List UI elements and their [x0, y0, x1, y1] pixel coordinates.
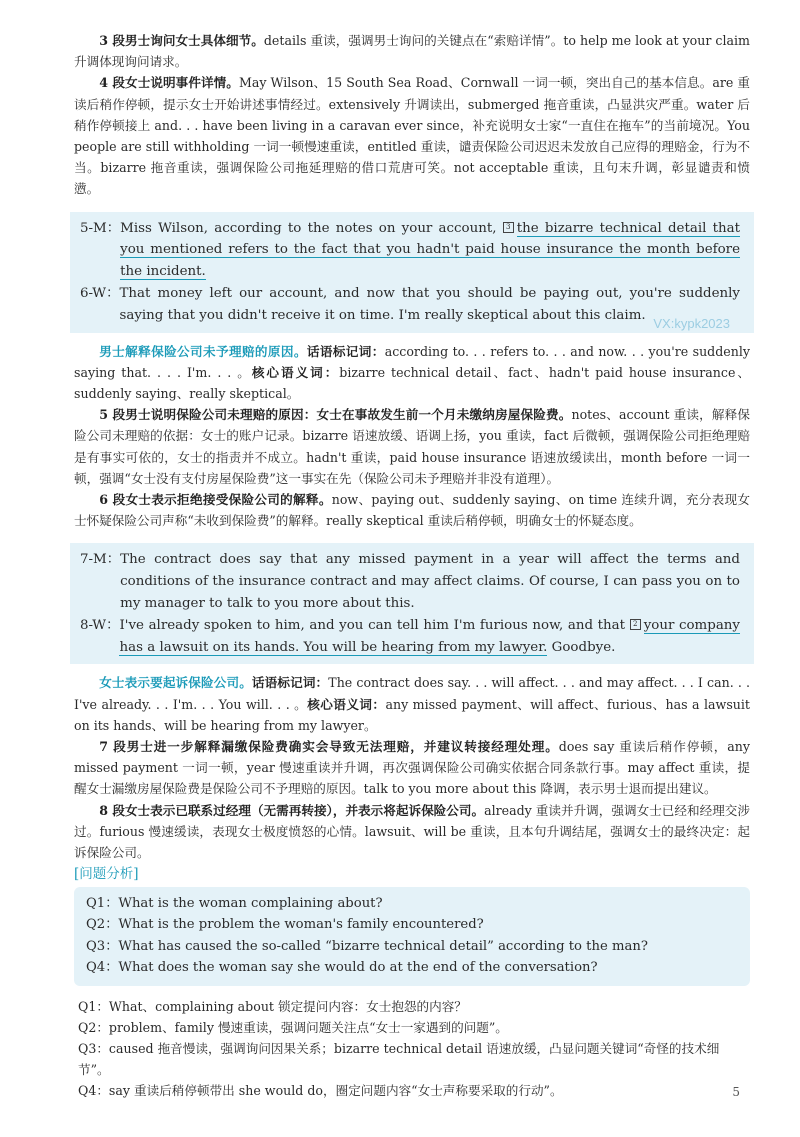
paragraph-head: 3 段男士询问女士具体细节。: [99, 33, 264, 48]
paragraph-5: [74, 404, 750, 489]
question-1: Q1：What is the woman complaining about?: [86, 896, 383, 912]
analysis-2: [74, 672, 750, 736]
page-number: 5: [732, 1085, 740, 1099]
core-words: any missed payment、will affect、furious、has a lawsuit on its hands、will be hearing from my lawyer。: [74, 696, 750, 733]
paragraph-body: already 重读并升调，强调女士已经和经理交涉过。furious 慢速缓读，表现女士极度愤怒的心情。lawsuit、will be 重读，且本句升调结尾，强调女士的最终决定：起诉保险公司。: [74, 802, 750, 861]
dialogue-text: Goodbye.: [547, 639, 616, 655]
paragraph-head: 5 段男士说明保险公司未理赔的原因：女士在事故发生前一个月未缴纳房屋保险费。: [99, 407, 572, 423]
paragraph-4: [74, 72, 750, 199]
paragraph-head: 4 段女士说明事件详情。: [99, 75, 239, 91]
paragraph-6: [74, 489, 750, 531]
marker-label: 话语标记词：: [251, 675, 329, 691]
page-content: [74, 30, 750, 1101]
paragraph-8: [74, 800, 750, 864]
paragraph-body: details 重读，强调男士询问的关键点在“索赔详情”。to help me look at your claim 升调体现询问请求。: [74, 33, 750, 70]
question-marker: 2: [630, 619, 641, 630]
paragraph-body: does say 重读后稍作停顿，any missed payment 一词一顿，year 慢速重读并升调，再次强调保险公司确实依据合同条款行事。may affect 重读，提醒女士漏缴房屋保险费是保险公司不予理赔的原因。talk to you more about this 降调，表示男士退而提出建议。: [74, 739, 750, 797]
dialogue-text: The contract does say that any missed payment in a year will affect the terms and conditions of the insurance contract and may affect claims. Of course, I can pass you on to my manager to talk to you more about this.: [120, 552, 740, 612]
dialogue-line-8: [80, 615, 740, 659]
question-analysis-heading: [问题分析]: [74, 866, 139, 883]
dialogue-text: Miss Wilson, according to the notes on your account,: [120, 220, 503, 236]
answer-2: Q2：problem、family 慢速重读，强调问题关注点“女士一家遇到的问题”。: [78, 1020, 508, 1036]
dialogue-line-7: [80, 549, 740, 614]
core-words: bizarre technical detail、fact、hadn't paid house insurance、suddenly saying、really skeptical。: [74, 364, 750, 402]
dialogue-line-6: [80, 283, 740, 327]
core-label: 核心语义词：: [307, 696, 386, 712]
marker-words: according to. . . refers to. . . and now. . . you're suddenly saying that. . . . I'm. . . 。: [74, 343, 751, 380]
dialogue-text: That money left our account, and now that you should be paying out, you're suddenly saying that you didn't receive it on time. I'm really skeptical about this claim.: [119, 286, 740, 323]
analysis-head: 男士解释保险公司未予理赔的原因。: [99, 343, 307, 359]
answer-3: Q3：caused 拖音慢读，强调询问因果关系；bizarre technical detail 语速放缓，凸显问题关键词“奇怪的技术细节”。: [78, 1041, 720, 1078]
paragraph-body: now、paying out、suddenly saying、on time 连续升调，充分表现女士怀疑保险公司声称“未收到保险费”的解释。really skeptical 重读后稍停顿，明确女士的怀疑态度。: [74, 492, 750, 529]
core-label: 核心语义词：: [251, 364, 340, 380]
dialogue-line-5: [80, 218, 740, 283]
question-marker: 3: [503, 222, 514, 233]
answer-4: Q4：say 重读后稍停顿带出 she would do，圈定问题内容“女士声称要采取的行动”。: [78, 1083, 563, 1099]
underlined-answer: your company has a lawsuit on its hands. You will be hearing from my lawyer.: [119, 617, 740, 655]
answer-notes: [74, 996, 750, 1101]
paragraph-head: 7 段男士进一步解释漏缴保险费确实会导致无法理赔，并建议转接经理处理。: [99, 739, 559, 755]
speaker-label: 6-W：: [80, 286, 120, 302]
question-box: [74, 887, 750, 986]
underlined-answer: the bizarre technical detail that you mentioned refers to the fact that you hadn't paid house insurance the month before the incident.: [120, 220, 740, 280]
paragraph-body: May Wilson、15 South Sea Road、Cornwall 一词一顿，突出自己的基本信息。are 重读后稍作停顿，提示女士开始讲述事情经过。extensively 升调读出，submerged 拖音重读，凸显洪灾严重。water 后稍作停顿接上 and. . . have been living in a caravan ever since，补充说明女士家“一直住在拖车”的当前境况。You people are still withholding 一词一顿慢速重读，entitled 重读，谴责保险公司迟迟未发放自己应得的理赔金，行为不当。bizarre 拖音重读，强调保险公司拖延理赔的借口荒唐可笑。not acceptable 重读，且句末升调，彰显谴责和愤懑。: [74, 75, 750, 197]
watermark: VX:kypk2023: [653, 315, 730, 331]
speaker-label: 8-W：: [80, 617, 120, 633]
speaker-label: 7-M：: [80, 552, 121, 568]
question-2: Q2：What is the problem the woman's family encountered?: [86, 917, 484, 933]
dialogue-box-2: [70, 543, 754, 664]
dialogue-box-1: [70, 212, 754, 333]
paragraph-body: notes、account 重读，解释保险公司未理赔的依据：女士的账户记录。bizarre 语速放缓、语调上扬，you 重读，fact 后微顿，强调保险公司拒绝理赔是有事实可依的，女士的指责并不成立。hadn't 重读，paid house insurance 语速放缓读出，month before 一词一顿，强调“女士没有支付房屋保险费”这一事实在先（保险公司未予理赔并非没有道理）。: [74, 407, 751, 486]
dialogue-text: I've already spoken to him, and you can tell him I'm furious now, and that: [119, 617, 630, 633]
speaker-label: 5-M：: [80, 220, 121, 236]
marker-words: The contract does say. . . will affect. . . and may affect. . . I can. . . I've already. . . I'm. . . You will. . . 。: [74, 675, 750, 712]
marker-label: 话语标记词：: [306, 343, 385, 359]
answer-1: Q1：What、complaining about 锁定提问内容：女士抱怨的内容？: [78, 999, 467, 1015]
question-4: Q4：What does the woman say she would do at the end of the conversation?: [86, 959, 598, 975]
analysis-head: 女士表示要起诉保险公司。: [99, 675, 252, 691]
paragraph-head: 6 段女士表示拒绝接受保险公司的解释。: [99, 492, 332, 508]
paragraph-3: [74, 30, 750, 72]
paragraph-7: [74, 736, 750, 800]
paragraph-head: 8 段女士表示已联系过经理（无需再转接），并表示将起诉保险公司。: [99, 802, 485, 818]
question-3: Q3：What has caused the so-called “bizarre technical detail” according to the man?: [86, 938, 648, 954]
analysis-1: [74, 341, 750, 405]
